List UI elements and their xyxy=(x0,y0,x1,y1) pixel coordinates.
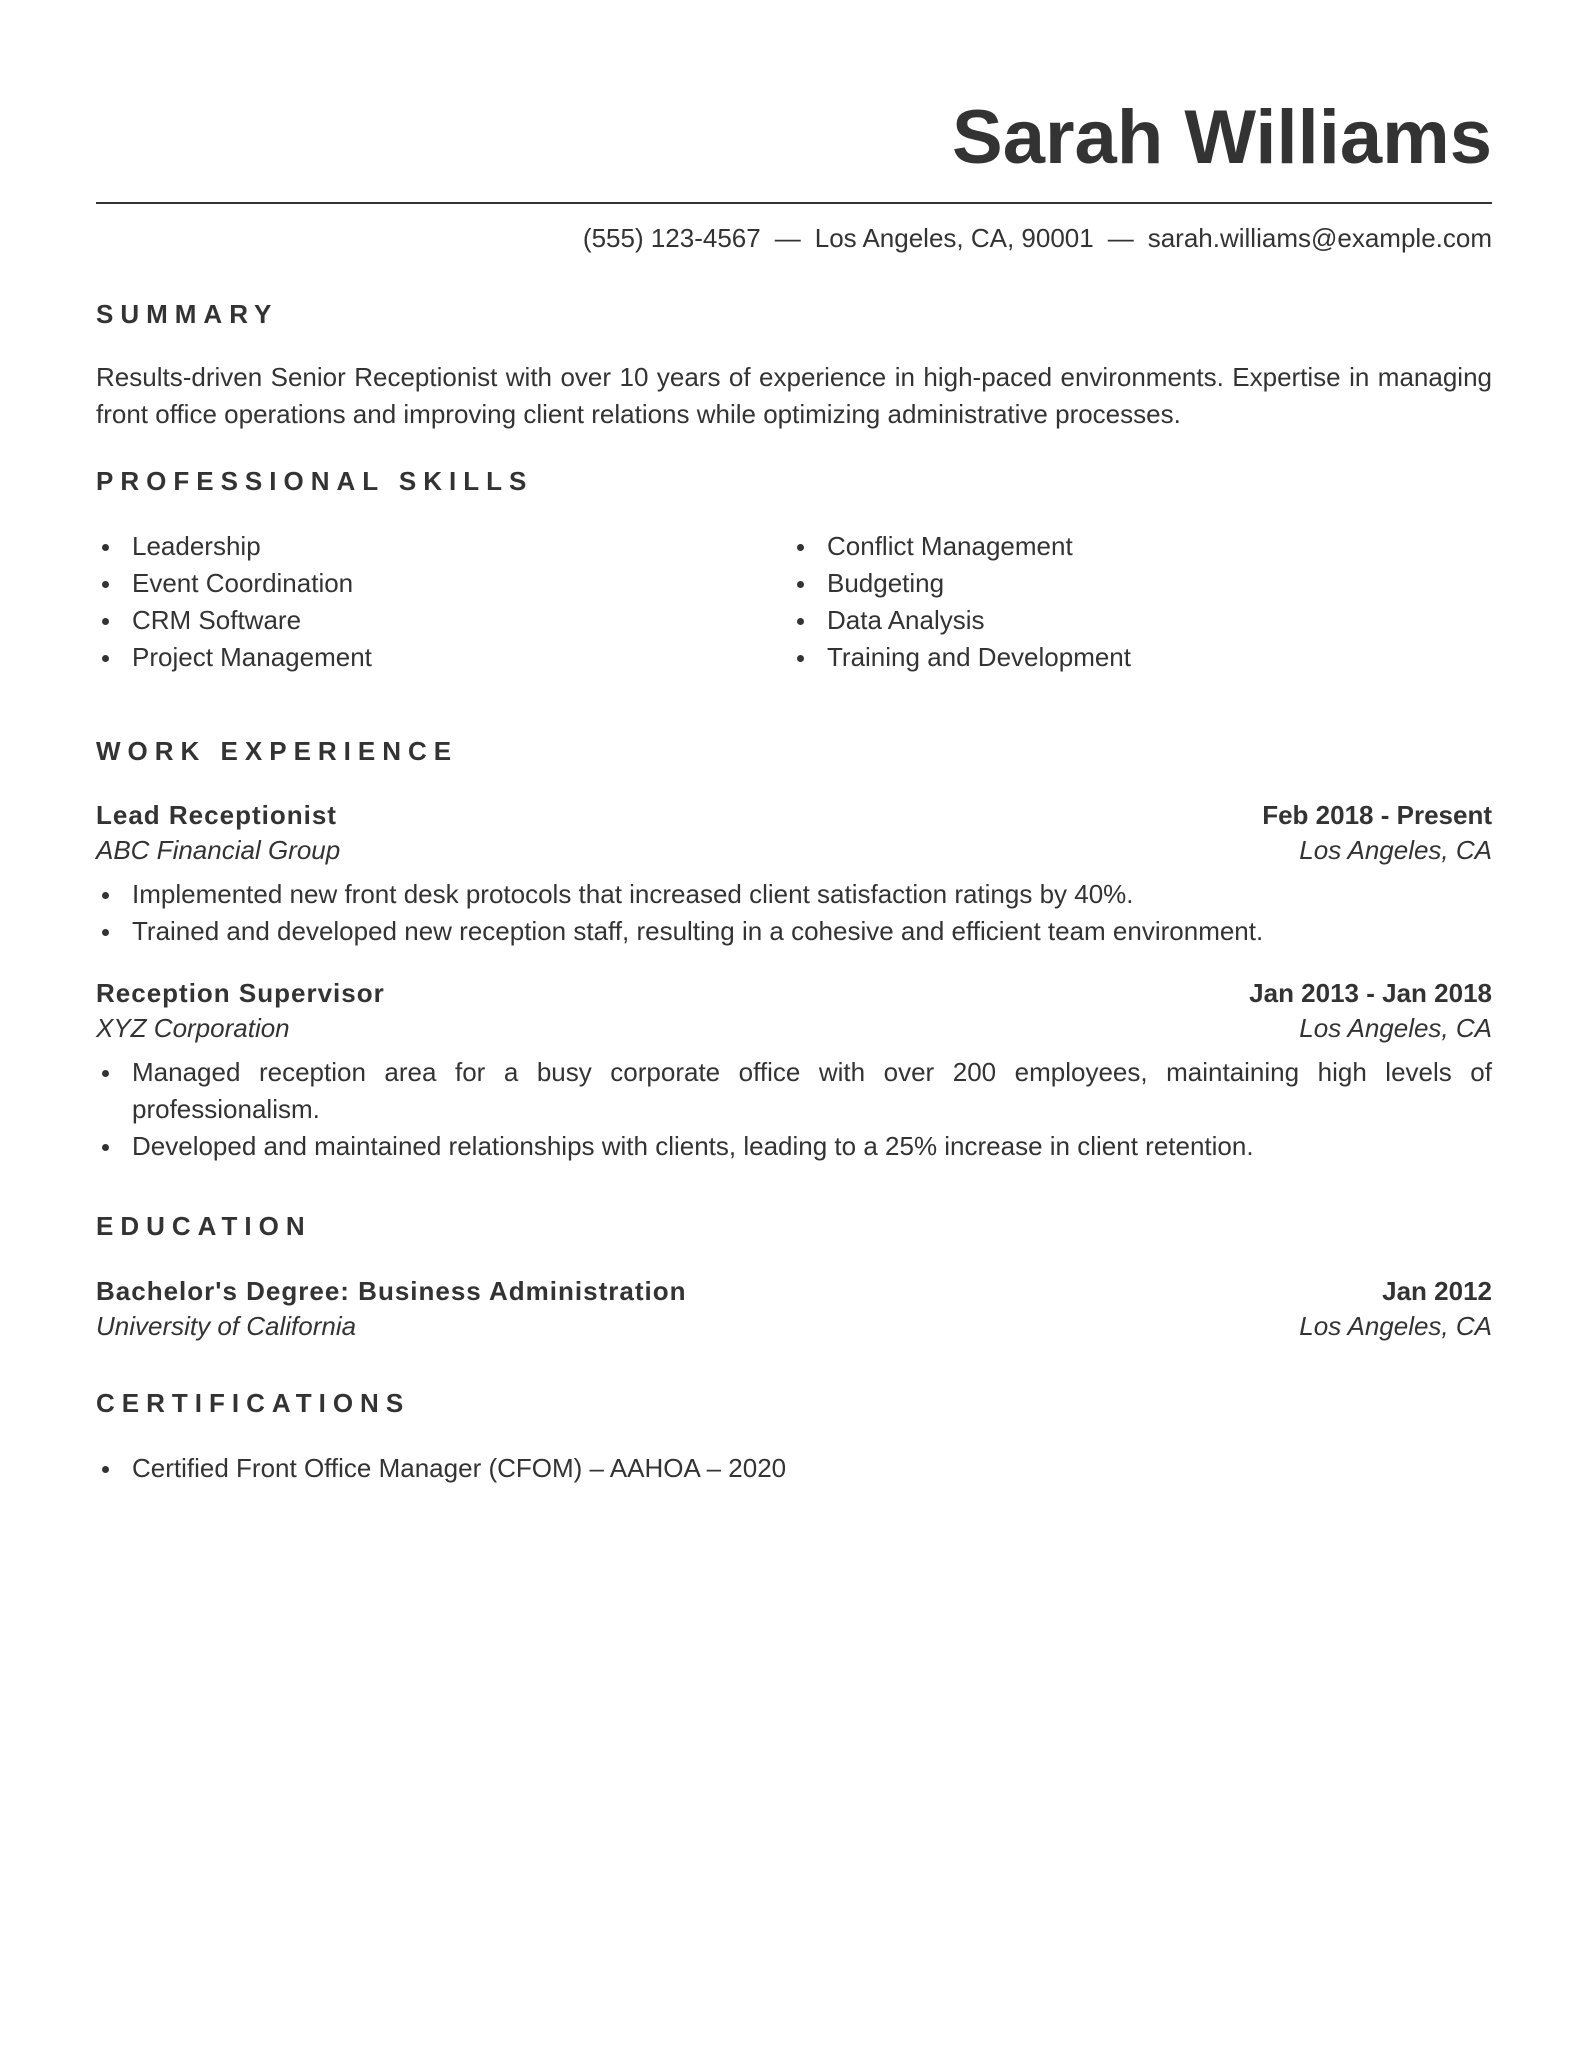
skill-item: Data Analysis xyxy=(791,602,1486,639)
education-header-row xyxy=(96,1274,1492,1308)
contact-location: Los Angeles, CA, 90001 xyxy=(814,223,1094,253)
skill-item: Project Management xyxy=(96,639,791,676)
job-location: Los Angeles, CA xyxy=(1299,1013,1492,1043)
contact-separator: — xyxy=(1107,223,1134,253)
contact-separator: — xyxy=(774,223,801,253)
skill-item: CRM Software xyxy=(96,602,791,639)
education-location: Los Angeles, CA xyxy=(1299,1311,1492,1341)
skill-item: Budgeting xyxy=(791,565,1486,602)
skill-item: Training and Development xyxy=(791,639,1486,676)
job-title: Lead Receptionist xyxy=(96,800,337,830)
certifications-heading: CERTIFICATIONS xyxy=(96,1388,411,1418)
job-title: Reception Supervisor xyxy=(96,978,385,1008)
job-bullet: Developed and maintained relationships with clients, leading to a 25% increase in client retention. xyxy=(96,1128,1492,1165)
skills-column-left xyxy=(96,528,791,676)
education-subheader-row xyxy=(96,1308,1492,1344)
contact-email: sarah.williams@example.com xyxy=(1147,223,1492,253)
job-header-row xyxy=(96,798,1492,832)
skills-column-right xyxy=(791,528,1486,676)
education-date: Jan 2012 xyxy=(1382,1276,1492,1306)
job-subheader-row xyxy=(96,832,1492,868)
summary-heading: SUMMARY xyxy=(96,299,279,329)
contact-phone: (555) 123-4567 xyxy=(582,223,761,253)
job-subheader-row xyxy=(96,1010,1492,1046)
certifications-list xyxy=(96,1450,1492,1487)
job-bullet: Managed reception area for a busy corporate office with over 200 employees, maintaining high levels of professionalism. xyxy=(96,1054,1492,1128)
summary-text: Results-driven Senior Receptionist with over 10 years of experience in high-paced environments. Expertise in managing front office operations and improving client relations while optimizing administrative processes. xyxy=(96,362,1492,429)
candidate-name: Sarah Williams xyxy=(952,95,1492,180)
skills-grid xyxy=(96,528,1492,676)
skill-item: Leadership xyxy=(96,528,791,565)
contact-line xyxy=(96,221,1492,255)
certification-item: Certified Front Office Manager (CFOM) – AAHOA – 2020 xyxy=(96,1450,1492,1487)
education-heading: EDUCATION xyxy=(96,1211,312,1241)
job-bullet: Implemented new front desk protocols that increased client satisfaction ratings by 40%. xyxy=(96,876,1492,913)
job-date: Feb 2018 - Present xyxy=(1262,800,1492,830)
work-experience-heading: WORK EXPERIENCE xyxy=(96,736,459,766)
education-entry xyxy=(96,1274,1492,1344)
skill-item: Conflict Management xyxy=(791,528,1486,565)
job-location: Los Angeles, CA xyxy=(1299,835,1492,865)
header-divider xyxy=(96,202,1492,204)
job-company: XYZ Corporation xyxy=(96,1013,290,1043)
job-bullet: Trained and developed new reception staff, resulting in a cohesive and efficient team environment. xyxy=(96,913,1492,950)
job-date: Jan 2013 - Jan 2018 xyxy=(1249,978,1492,1008)
job-bullets xyxy=(96,1054,1492,1165)
job-company: ABC Financial Group xyxy=(96,835,341,865)
job-header-row xyxy=(96,976,1492,1010)
education-school: University of California xyxy=(96,1311,357,1341)
job-entry xyxy=(96,798,1492,950)
skills-heading: PROFESSIONAL SKILLS xyxy=(96,466,534,496)
skill-item: Event Coordination xyxy=(96,565,791,602)
education-degree: Bachelor's Degree: Business Administration xyxy=(96,1276,687,1306)
job-bullets xyxy=(96,876,1492,950)
job-entry xyxy=(96,976,1492,1165)
